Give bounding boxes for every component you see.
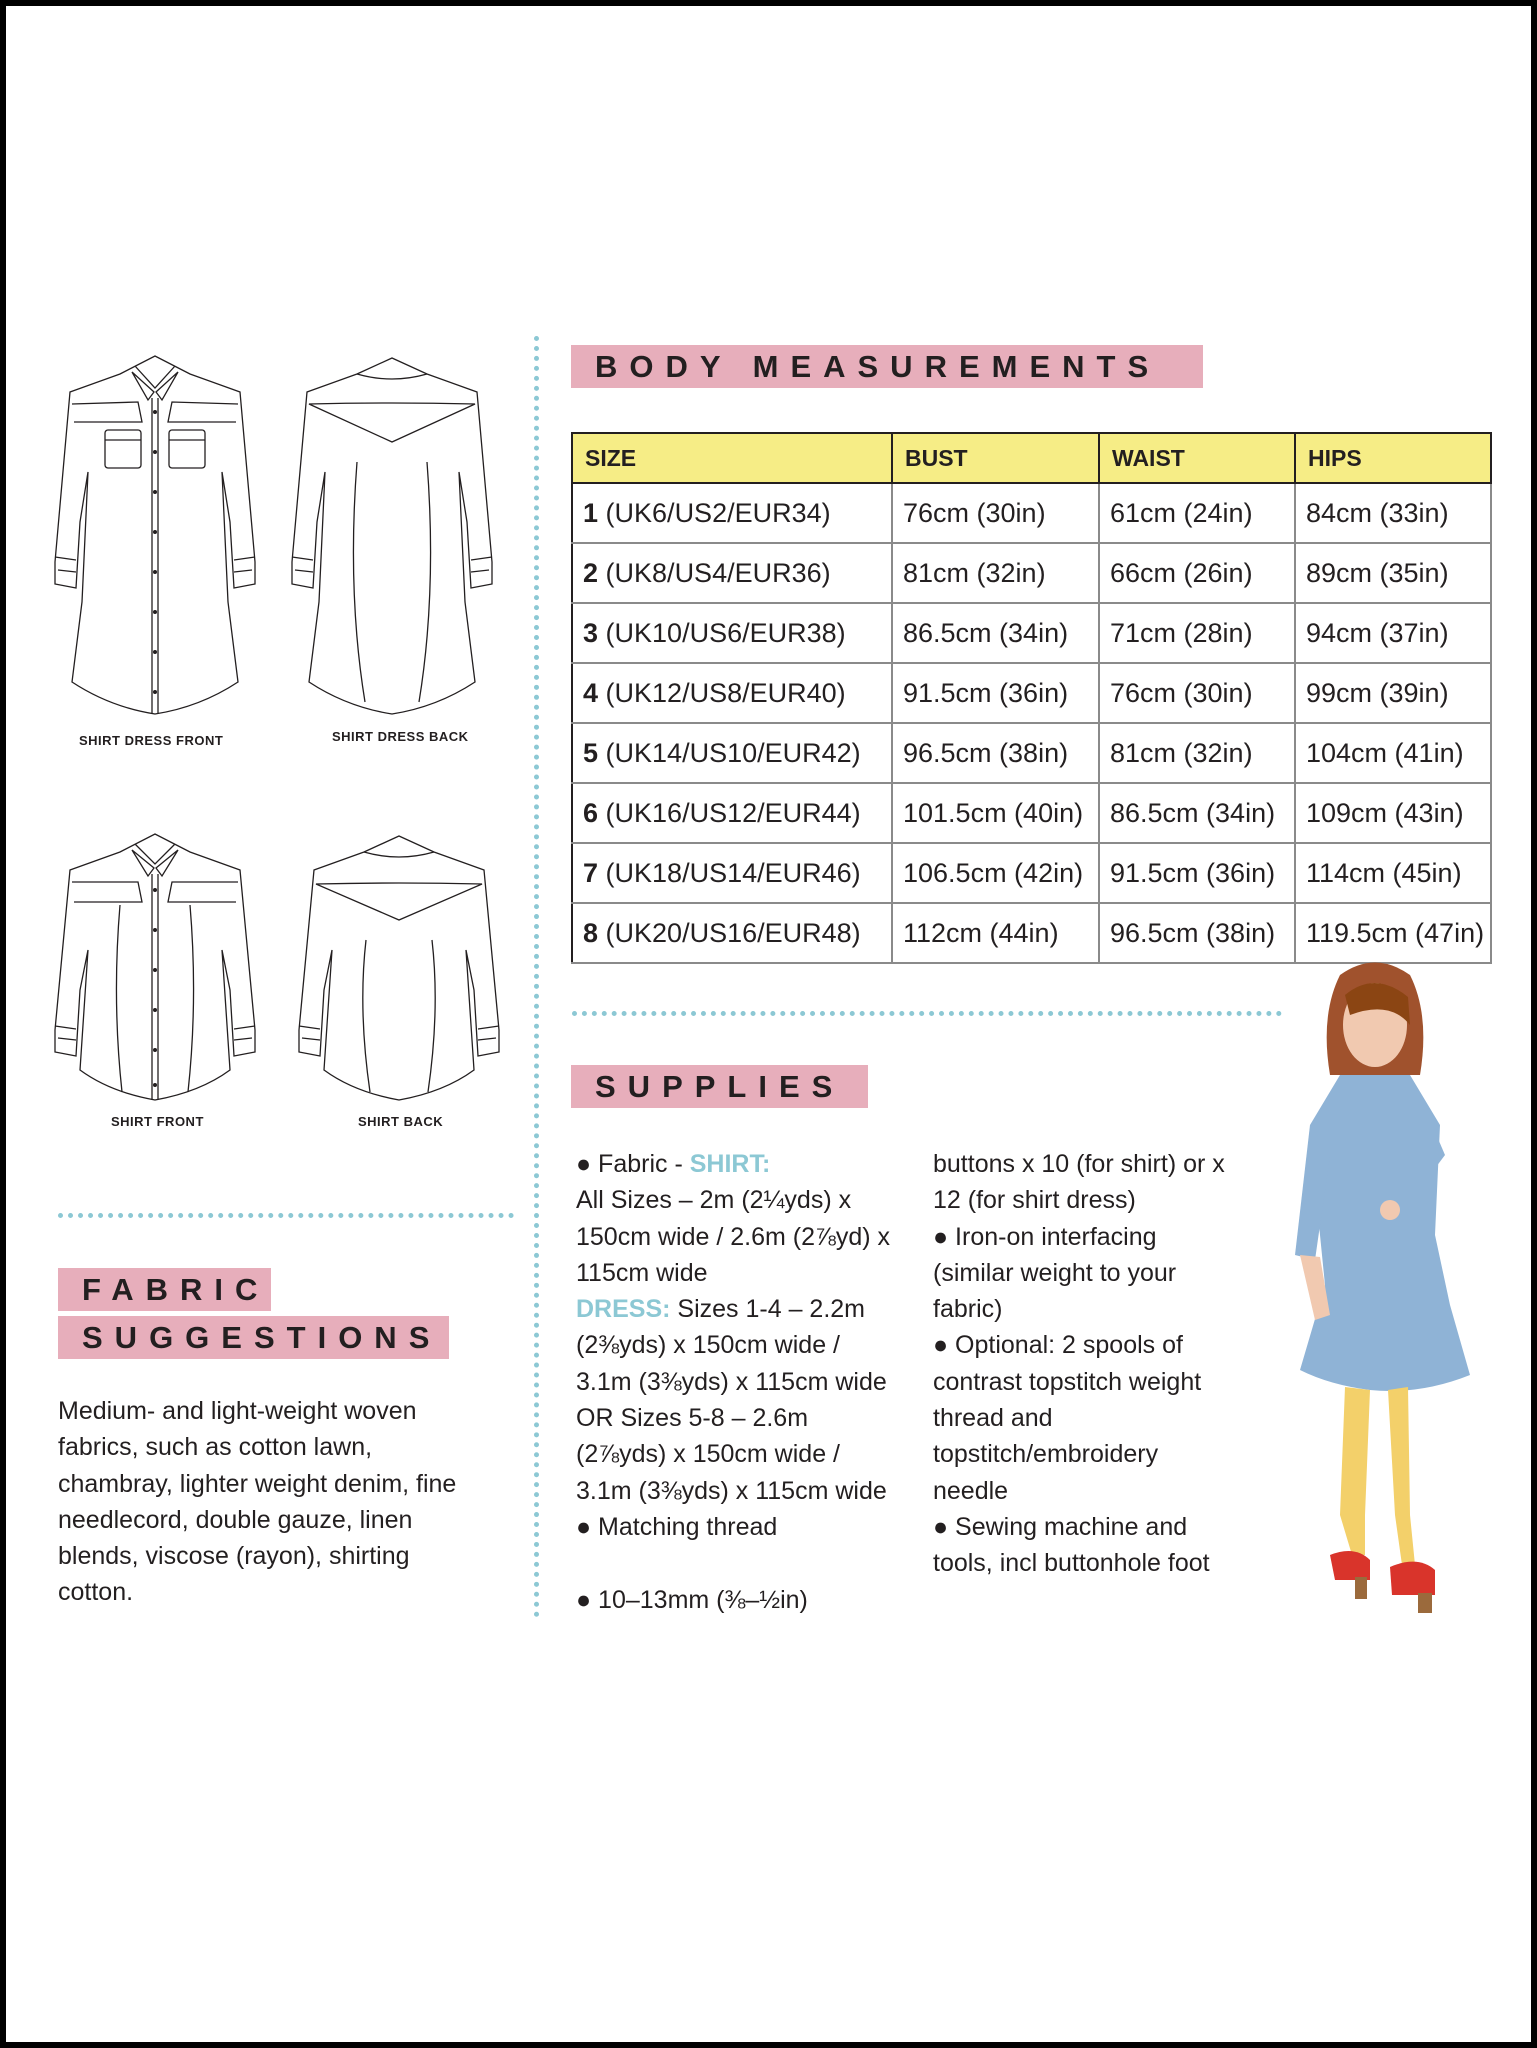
supply-buttons-start: 10–13mm (⅜–½in) <box>598 1586 808 1614</box>
cell-waist: 71cm (28in) <box>1099 603 1295 663</box>
cell-waist: 96.5cm (38in) <box>1099 903 1295 963</box>
cell-size: 5 (UK14/US10/EUR42) <box>572 723 892 783</box>
caption-shirt-front: SHIRT FRONT <box>111 1114 204 1129</box>
supply-interfacing: ● Iron-on interfacing (similar weight to your fabric) <box>933 1222 1177 1324</box>
cell-hips: 89cm (35in) <box>1295 543 1491 603</box>
fabric-heading-line1: FABRIC <box>58 1268 271 1311</box>
table-row <box>572 483 1491 543</box>
supply-thread: ● Matching thread <box>576 1512 778 1541</box>
cell-size: 2 (UK8/US4/EUR36) <box>572 543 892 603</box>
table-row <box>572 663 1491 723</box>
table-row <box>572 843 1491 903</box>
table-row <box>572 903 1491 963</box>
supplies-column-1-tail <box>576 1582 846 1618</box>
fabric-heading-line2: SUGGESTIONS <box>58 1316 449 1359</box>
cell-size: 1 (UK6/US2/EUR34) <box>572 483 892 543</box>
cell-waist: 76cm (30in) <box>1099 663 1295 723</box>
cell-waist: 61cm (24in) <box>1099 483 1295 543</box>
cell-bust: 86.5cm (34in) <box>892 603 1099 663</box>
cell-size: 3 (UK10/US6/EUR38) <box>572 603 892 663</box>
cell-size: 6 (UK16/US12/EUR44) <box>572 783 892 843</box>
cell-bust: 76cm (30in) <box>892 483 1099 543</box>
caption-dress-front: SHIRT DRESS FRONT <box>79 733 224 748</box>
cell-hips: 84cm (33in) <box>1295 483 1491 543</box>
supplies-column-1 <box>576 1146 896 1545</box>
bullet-icon: ● <box>576 1586 599 1614</box>
col-waist: WAIST <box>1099 433 1295 483</box>
shirt-back-sketch <box>294 830 504 1105</box>
caption-shirt-back: SHIRT BACK <box>358 1114 444 1129</box>
col-bust: BUST <box>892 433 1099 483</box>
bullet-icon: ● <box>576 1512 599 1541</box>
shirt-fabric-text: All Sizes – 2m (2¼yds) x 150cm wide / 2.6m (2⅞yd) x 115cm wide <box>576 1186 891 1287</box>
cell-size: 7 (UK18/US14/EUR46) <box>572 843 892 903</box>
model-photo <box>1270 955 1490 1615</box>
divider-fabric <box>58 1213 514 1218</box>
shirt-dress-front-sketch <box>50 352 260 722</box>
supplies-heading: SUPPLIES <box>571 1065 868 1108</box>
dress-label: DRESS: <box>576 1295 671 1324</box>
cell-waist: 91.5cm (36in) <box>1099 843 1295 903</box>
shirt-front-sketch <box>50 830 260 1105</box>
cell-bust: 91.5cm (36in) <box>892 663 1099 723</box>
body-measurements-heading: BODY MEASUREMENTS <box>571 345 1203 388</box>
bullet-icon: ● <box>576 1150 599 1178</box>
cell-bust: 112cm (44in) <box>892 903 1099 963</box>
table-row <box>572 723 1491 783</box>
shirt-dress-back-sketch <box>287 352 497 722</box>
cell-hips: 99cm (39in) <box>1295 663 1491 723</box>
vertical-divider <box>534 336 539 1618</box>
supply-machine: ● Sewing machine and tools, incl buttonhole foot <box>933 1512 1210 1578</box>
cell-hips: 104cm (41in) <box>1295 723 1491 783</box>
table-row <box>572 603 1491 663</box>
bullet-icon: ● <box>933 1222 956 1251</box>
shirt-label: SHIRT: <box>689 1150 771 1178</box>
cell-waist: 81cm (32in) <box>1099 723 1295 783</box>
supplies-column-2 <box>933 1146 1233 1582</box>
cell-hips: 94cm (37in) <box>1295 603 1491 663</box>
cell-bust: 96.5cm (38in) <box>892 723 1099 783</box>
cell-hips: 114cm (45in) <box>1295 843 1491 903</box>
cell-hips: 119.5cm (47in) <box>1295 903 1491 963</box>
supply-fabric: ● Fabric - SHIRT: All Sizes – 2m (2¼yds) x 150cm wide / 2.6m (2⅞yd) x 115cm wide DRESS: Sizes 1-4 – 2.2m (2⅜yds) x 150cm wide / 3.1m (3⅜yds) x 115cm wide OR Sizes 5-8 – 2.6m (2⅞yds) x 150cm wide / 3.1m (3⅜yds) x 115cm wide <box>576 1150 891 1505</box>
caption-dress-back: SHIRT DRESS BACK <box>332 729 469 744</box>
cell-waist: 66cm (26in) <box>1099 543 1295 603</box>
cell-bust: 101.5cm (40in) <box>892 783 1099 843</box>
cell-bust: 106.5cm (42in) <box>892 843 1099 903</box>
col-hips: HIPS <box>1295 433 1491 483</box>
cell-hips: 109cm (43in) <box>1295 783 1491 843</box>
cell-size: 4 (UK12/US8/EUR40) <box>572 663 892 723</box>
supply-buttons: buttons x 10 (for shirt) or x 12 (for shirt dress) <box>933 1150 1225 1215</box>
supply-optional: ● Optional: 2 spools of contrast topstitch weight thread and topstitch/embroidery needle <box>933 1331 1202 1505</box>
cell-waist: 86.5cm (34in) <box>1099 783 1295 843</box>
bullet-icon: ● <box>933 1331 956 1360</box>
bullet-icon: ● <box>933 1512 956 1541</box>
measurements-table <box>571 432 1492 964</box>
fabric-suggestions-text: Medium- and light-weight woven fabrics, such as cotton lawn, chambray, lighter weight denim, fine needlecord, double gauze, linen blends, viscose (rayon), shirting cotton. <box>58 1397 457 1607</box>
table-row <box>572 543 1491 603</box>
dress-fabric-text: Sizes 1-4 – 2.2m (2⅜yds) x 150cm wide / 3.1m (3⅜yds) x 115cm wide OR Sizes 5-8 – 2.6m (2⅞yds) x 150cm wide / 3.1m (3⅜yds) x 115cm wide <box>576 1295 887 1505</box>
cell-size: 8 (UK20/US16/EUR48) <box>572 903 892 963</box>
divider-supplies <box>572 1011 1282 1016</box>
cell-bust: 81cm (32in) <box>892 543 1099 603</box>
table-header-row <box>572 433 1491 483</box>
table-row <box>572 783 1491 843</box>
col-size: SIZE <box>572 433 892 483</box>
